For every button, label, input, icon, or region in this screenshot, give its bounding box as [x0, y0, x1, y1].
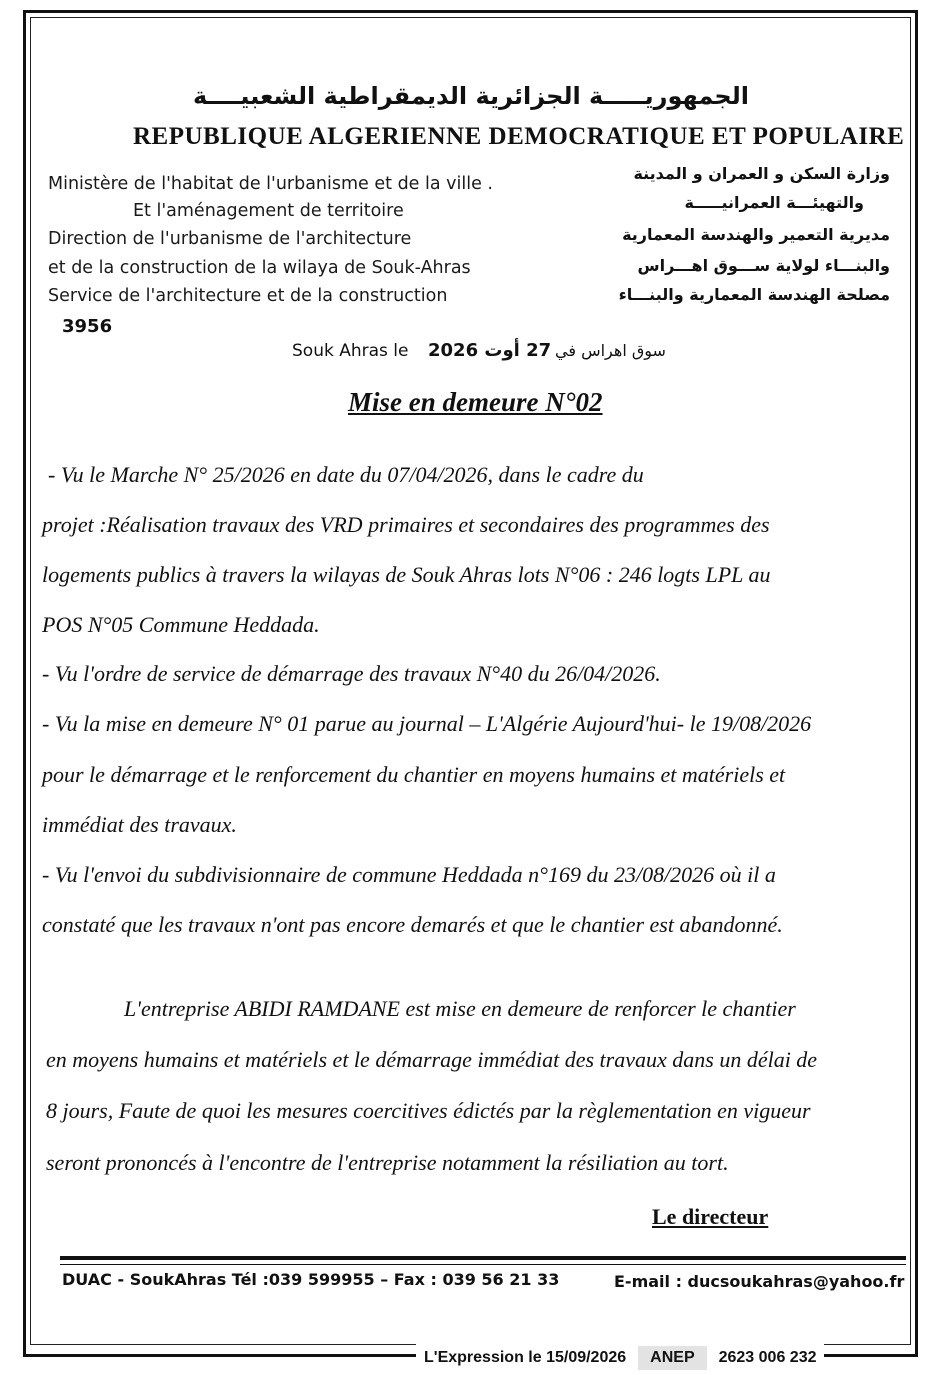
arabic-admin-line-3: مديرية التعمير والهندسة المعمارية [622, 225, 890, 244]
ministry-line-5: Service de l'architecture et de la construction [48, 286, 448, 306]
arabic-admin-line-1: وزارة السكن و العمران و المدينة [633, 164, 890, 183]
footer-rule-thin [60, 1264, 906, 1265]
publication-newspaper: L'Expression le 15/09/2026 [424, 1349, 627, 1366]
body-line-9: - Vu l'envoi du subdivisionnaire de commune Heddada n°169 du 23/08/2026 où il a [42, 862, 776, 887]
body-line-5: - Vu l'ordre de service de démarrage des travaux N°40 du 26/04/2026. [42, 661, 661, 686]
body-line-6: - Vu la mise en demeure N° 01 parue au journal – L'Algérie Aujourd'hui- le 19/08/2026 [42, 711, 812, 736]
arabic-admin-line-5: مصلحة الهندسة المعمارية والبنـــاء [618, 285, 890, 304]
body-line-7: pour le démarrage et le renforcement du chantier en moyens humains et matériels et [42, 762, 786, 787]
body-line-10: constaté que les travaux n'ont pas encore demarés et que le chantier est abandonné. [42, 912, 783, 937]
body-line-2: projet :Réalisation travaux des VRD primaires et secondaires des programmes des [42, 512, 770, 537]
arabic-admin-line-4: والبنـــاء لولاية ســـوق اهـــراس [637, 256, 890, 275]
publication-code: 2623 006 232 [718, 1349, 817, 1366]
body-line-14: seront prononcés à l'encontre de l'entreprise notamment la résiliation au tort. [46, 1150, 729, 1175]
footer-rule-thick [60, 1256, 906, 1260]
body-line-8: immédiat des travaux. [42, 812, 237, 837]
date-label-ar: سوق اهراس في [555, 341, 666, 360]
publication-bar [416, 1344, 824, 1372]
arabic-admin-line-2: والتهيئـــة العمرانيـــــة [684, 193, 864, 212]
body-line-3: logements publics à travers la wilayas de Souk Ahras lots N°06 : 246 logts LPL au [42, 562, 771, 587]
french-republic-heading: REPUBLIQUE ALGERIENNE DEMOCRATIQUE ET POPULAIRE [133, 123, 905, 150]
ministry-line-1: Ministère de l'habitat de l'urbanisme et de la ville . [48, 174, 493, 194]
body-line-1: - Vu le Marche N° 25/2026 en date du 07/04/2026, dans le cadre du [48, 462, 644, 487]
body-line-4: POS N°05 Commune Heddada. [42, 612, 320, 637]
arabic-republic-text: الجمهوريـــــة الجزائرية الديمقراطية الشعبيــــة [193, 82, 749, 110]
publication-agency: ANEP [638, 1346, 706, 1370]
date-label-fr: Souk Ahras le [292, 341, 409, 361]
date-value: 27 أوت 2026 [428, 340, 552, 361]
body-line-13: 8 jours, Faute de quoi les mesures coercitives édictés par la règlementation en vigueur [46, 1098, 811, 1123]
reference-number: 3956 [62, 316, 113, 337]
body-line-11: L'entreprise ABIDI RAMDANE est mise en demeure de renforcer le chantier [124, 996, 796, 1021]
ministry-line-3: Direction de l'urbanisme de l'architecture [48, 229, 412, 249]
signature-label: Le directeur [652, 1204, 769, 1229]
arabic-republic-heading [0, 82, 942, 110]
footer-contact: DUAC - SoukAhras Tél :039 599955 – Fax : 039 56 21 33 [62, 1270, 560, 1289]
body-line-12: en moyens humains et matériels et le démarrage immédiat des travaux dans un délai de [46, 1047, 818, 1072]
footer-email: E-mail : ducsoukahras@yahoo.fr [614, 1272, 905, 1291]
document-title: Mise en demeure N°02 [348, 387, 603, 417]
ministry-line-2: Et l'aménagement de territoire [133, 201, 404, 221]
ministry-line-4: et de la construction de la wilaya de Souk-Ahras [48, 258, 471, 278]
